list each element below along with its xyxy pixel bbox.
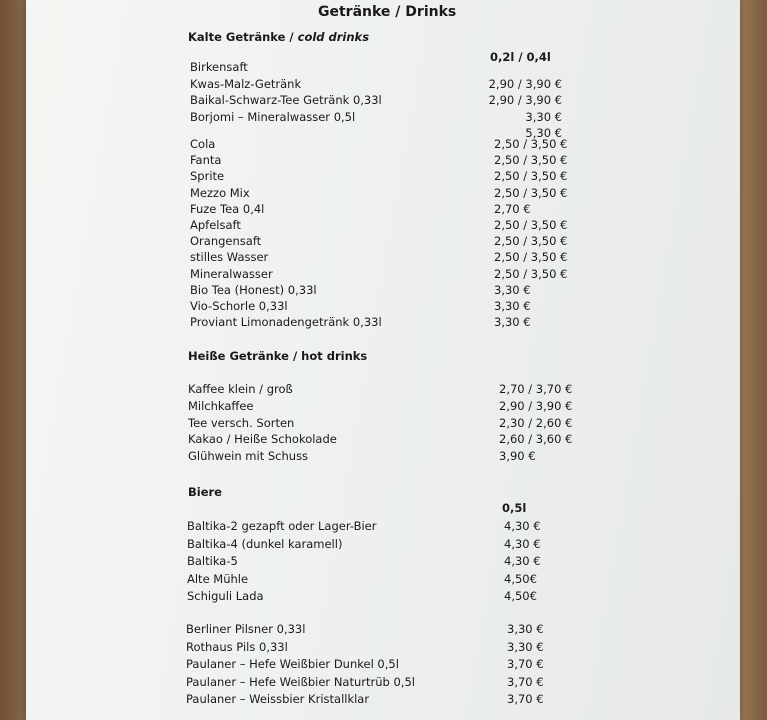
menu-item-name: Baltika-4 (dunkel karamell) <box>187 536 343 551</box>
menu-item-row <box>26 572 740 588</box>
menu-item-price: 2,70 / 3,70 € <box>499 382 573 396</box>
menu-item-name: Paulaner – Weissbier Kristallklar <box>186 692 370 706</box>
page-title: Getränke / Drinks <box>318 4 457 20</box>
size-header-beer: 0,5l <box>502 501 527 515</box>
menu-item-name: Baltika-2 gezapft oder Lager-Bier <box>187 519 377 533</box>
menu-item-row <box>26 77 740 93</box>
menu-item-price: 5,30 € <box>525 126 562 140</box>
menu-item-row <box>26 640 740 656</box>
menu-item-name: Baltika-5 <box>187 554 238 568</box>
menu-item-row <box>26 110 740 126</box>
menu-item-row <box>26 137 740 153</box>
menu-item-name: Vio-Schorle 0,33l <box>190 299 288 313</box>
menu-item-price: 4,30 € <box>504 536 541 551</box>
menu-item-row <box>26 382 740 398</box>
menu-item-price: 2,30 / 2,60 € <box>499 415 573 430</box>
menu-item-name: Fanta <box>190 153 222 168</box>
menu-item-row <box>26 153 740 169</box>
menu-item-row <box>26 186 740 202</box>
menu-item-name: Alte Mühle <box>187 571 249 586</box>
section-heading-hot: Heiße Getränke / hot drinks <box>188 349 368 363</box>
menu-item-name: Paulaner – Hefe Weißbier Naturtrüb 0,5l <box>186 674 415 689</box>
menu-item-row <box>26 218 740 234</box>
menu-item-name: Berliner Pilsner 0,33l <box>186 622 306 636</box>
menu-item-price: 2,50 / 3,50 € <box>494 169 568 184</box>
menu-item-price: 2,50 / 3,50 € <box>494 218 568 232</box>
menu-item-name: Paulaner – Hefe Weißbier Dunkel 0,5l <box>186 657 399 671</box>
menu-item-name: Tee versch. Sorten <box>188 415 295 430</box>
menu-item-price: 2,90 / 3,90 € <box>488 93 562 107</box>
section-heading-beer: Biere <box>188 485 222 499</box>
menu-item-name: Schiguli Lada <box>187 589 264 603</box>
menu-item-price: 3,70 € <box>507 692 544 706</box>
menu-item-name: Mezzo Mix <box>190 185 250 200</box>
menu-item-row <box>26 169 740 185</box>
section-heading-cold <box>188 30 369 44</box>
menu-item-name: Kaffee klein / groß <box>188 382 293 396</box>
menu-item-row <box>26 399 740 415</box>
menu-item-row <box>26 250 740 266</box>
menu-item-row <box>26 202 740 218</box>
menu-item-price: 4,30 € <box>504 554 541 568</box>
menu-item-price: 2,90 / 3,90 € <box>499 398 573 413</box>
menu-item-row <box>26 283 740 299</box>
menu-item-name: Glühwein mit Schuss <box>188 449 309 464</box>
menu-sheet <box>26 0 740 720</box>
section-heading-cold-text: Kalte Getränke / <box>188 30 298 44</box>
menu-item-price: 3,70 € <box>507 657 544 671</box>
menu-item-price: 4,30 € <box>504 519 541 533</box>
menu-item-name: Borjomi – Mineralwasser 0,5l <box>190 109 356 124</box>
menu-item-price: 3,30 € <box>507 622 544 636</box>
size-header-cold: 0,2l / 0,4l <box>490 50 551 64</box>
menu-item-row <box>26 675 740 691</box>
menu-item-name: Cola <box>190 137 216 151</box>
menu-item-name: Fuze Tea 0,4l <box>190 201 265 216</box>
menu-item-row <box>26 432 740 448</box>
menu-item-name: Apfelsaft <box>190 218 241 232</box>
menu-item-price: 3,30 € <box>494 315 531 330</box>
menu-item-price: 3,90 € <box>499 449 536 464</box>
menu-item-price: 2,50 / 3,50 € <box>494 137 568 151</box>
menu-item-row <box>26 519 740 535</box>
menu-item-name: Milchkaffee <box>188 398 254 413</box>
section-heading-cold-italic: cold drinks <box>297 30 370 44</box>
menu-item-row <box>26 622 740 638</box>
menu-item-price: 2,50 / 3,50 € <box>494 250 568 265</box>
menu-item-price: 3,30 € <box>494 282 531 297</box>
table-surface-right <box>737 0 767 720</box>
menu-item-price: 2,60 / 3,60 € <box>499 432 573 447</box>
menu-item-name: Birkensaft <box>190 60 248 74</box>
menu-item-row <box>26 60 740 76</box>
menu-item-price: 2,70 € <box>494 201 531 216</box>
menu-item-name: Sprite <box>190 169 225 184</box>
menu-item-price: 4,50€ <box>504 589 537 603</box>
menu-item-name: Proviant Limonadengetränk 0,33l <box>190 315 382 330</box>
menu-item-row <box>26 93 740 109</box>
table-surface-left <box>0 0 28 720</box>
menu-item-row <box>26 234 740 250</box>
menu-item-name: Mineralwasser <box>190 266 273 281</box>
menu-item-price: 2,50 / 3,50 € <box>494 266 568 281</box>
menu-item-row <box>26 537 740 553</box>
menu-item-row <box>26 449 740 465</box>
menu-item-row <box>26 299 740 315</box>
menu-item-row <box>26 657 740 673</box>
menu-item-price: 3,70 € <box>507 674 544 689</box>
menu-item-row <box>26 589 740 605</box>
menu-item-name: Bio Tea (Honest) 0,33l <box>190 282 317 297</box>
menu-item-name: stilles Wasser <box>190 250 269 265</box>
menu-item-row <box>26 416 740 432</box>
menu-item-row <box>26 267 740 283</box>
menu-item-price: 4,50€ <box>504 571 537 586</box>
menu-item-price: 3,30 € <box>507 639 544 654</box>
menu-item-name: Baikal-Schwarz-Tee Getränk 0,33l <box>190 93 382 107</box>
menu-item-price: 2,50 / 3,50 € <box>494 185 568 200</box>
menu-item-price: 2,50 / 3,50 € <box>494 153 568 168</box>
menu-item-price: 2,50 / 3,50 € <box>494 234 568 249</box>
menu-item-name: Orangensaft <box>190 234 262 249</box>
menu-item-name: Rothaus Pils 0,33l <box>186 639 288 654</box>
menu-item-row <box>26 692 740 708</box>
menu-item-row <box>26 315 740 331</box>
menu-item-price: 2,90 / 3,90 € <box>488 76 562 91</box>
menu-item-price: 3,30 € <box>494 299 531 313</box>
menu-item-name: Kwas-Malz-Getränk <box>190 76 302 91</box>
menu-item-price: 3,30 € <box>525 109 562 124</box>
menu-item-row <box>26 554 740 570</box>
menu-item-name: Kakao / Heiße Schokolade <box>188 432 337 447</box>
